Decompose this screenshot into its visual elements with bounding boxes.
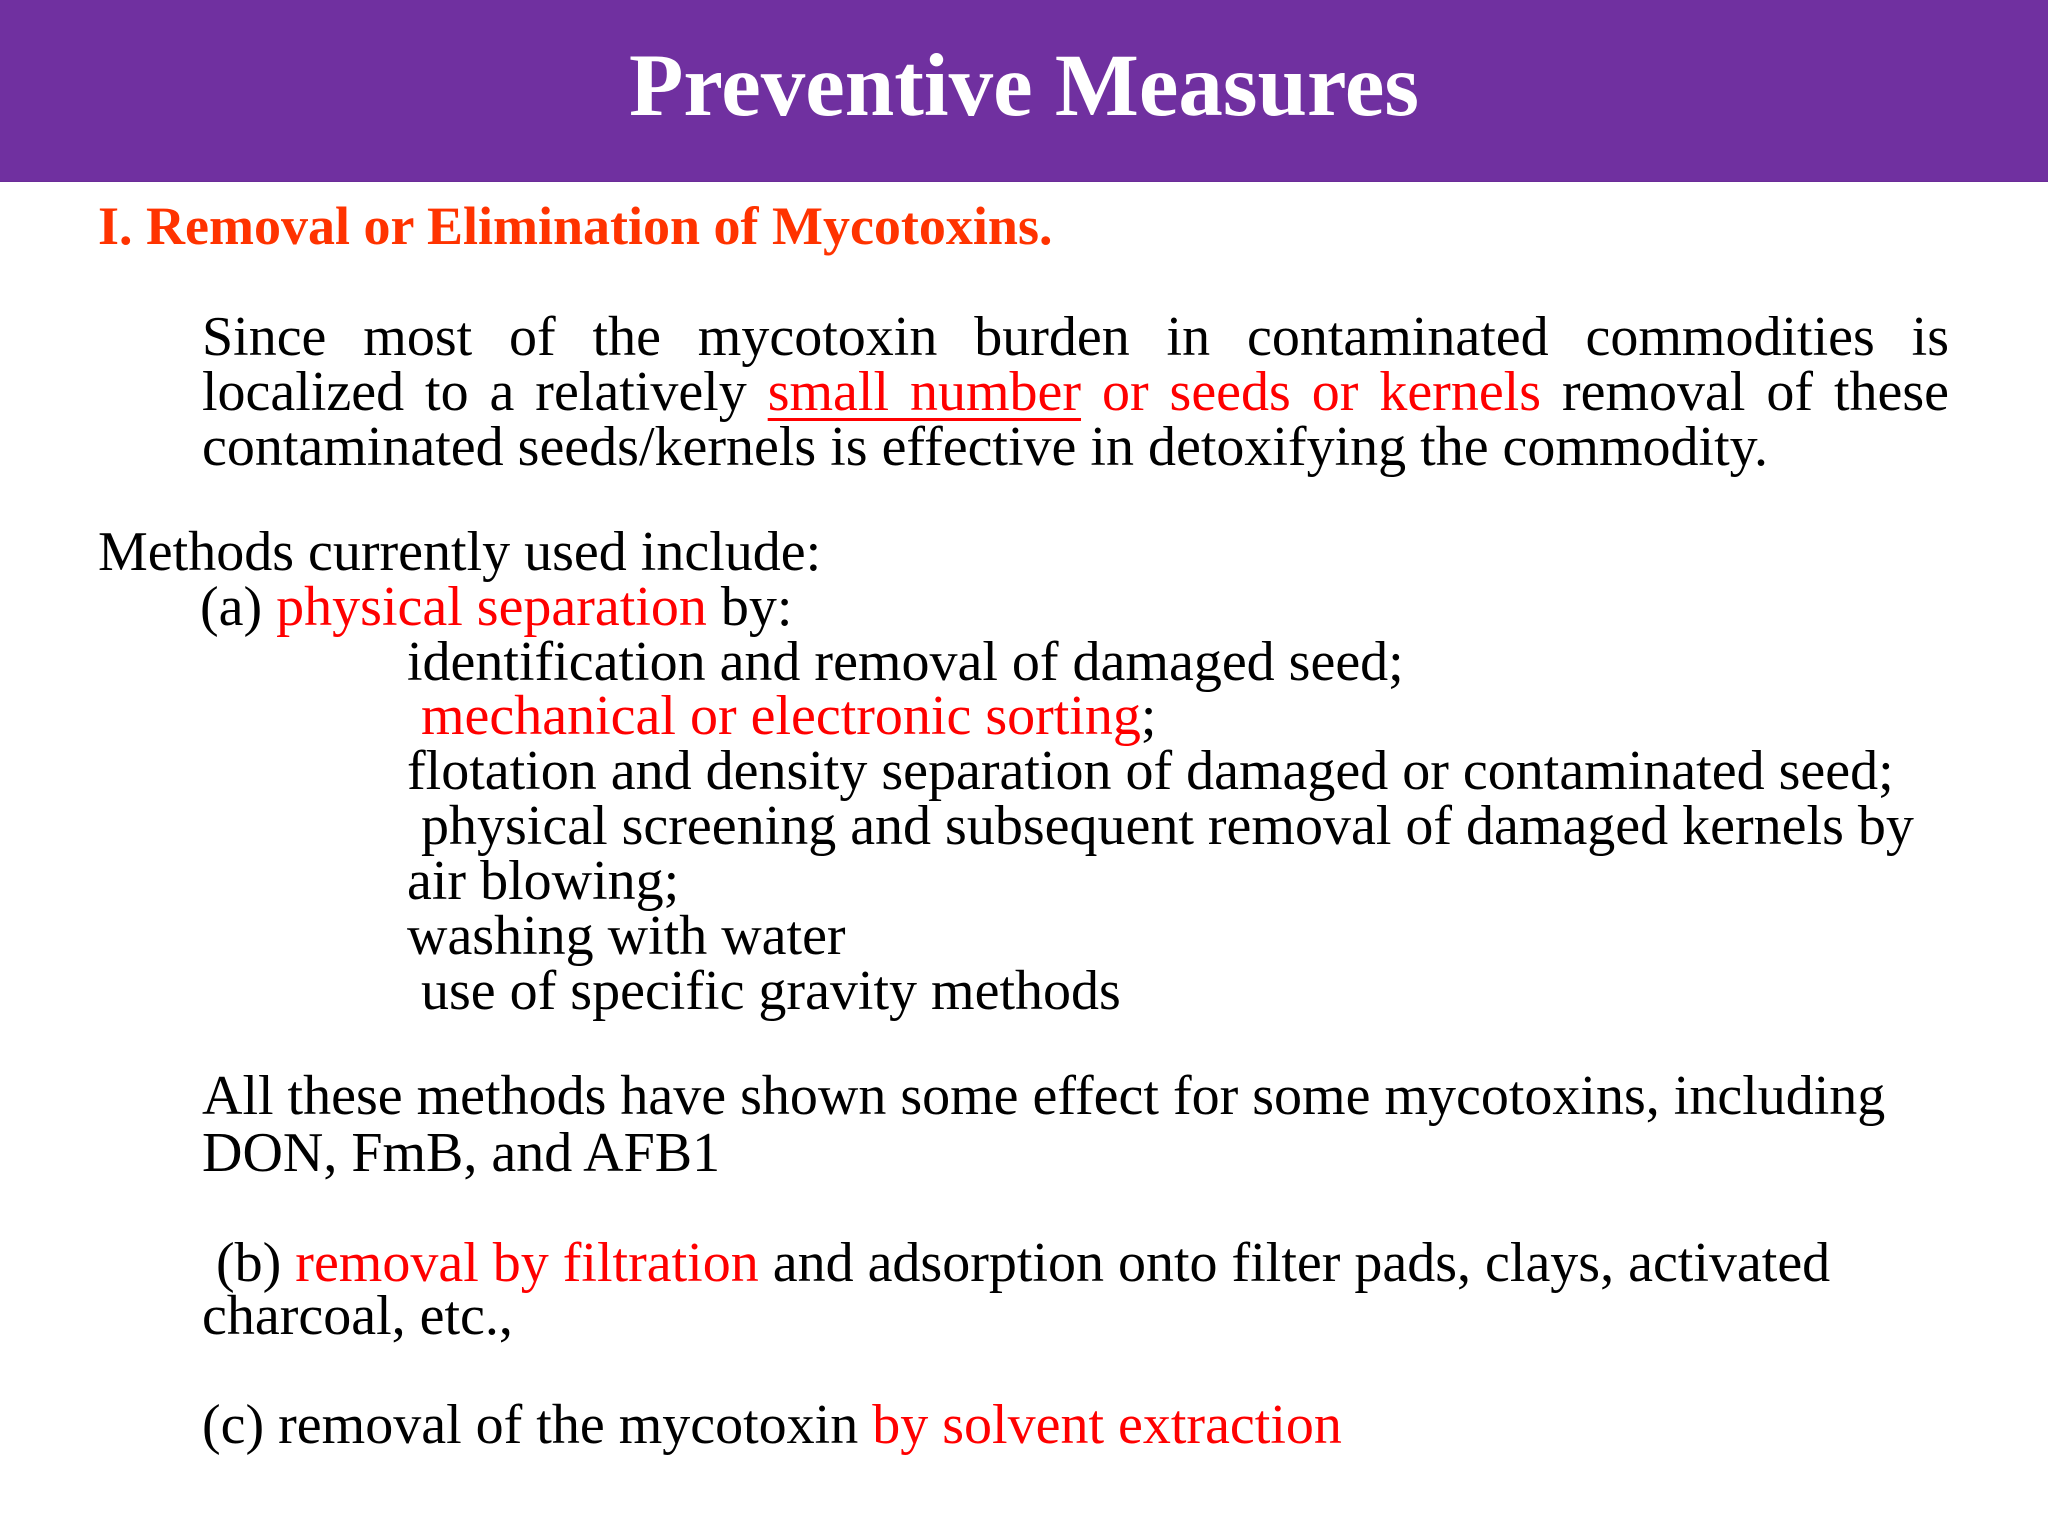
method-a-item (407, 685, 1157, 747)
intro-text-1: Since most of the mycotoxin burden in contaminated commodities is localized to a relatively (202, 306, 1949, 423)
method-c (202, 1394, 1342, 1456)
method-b-prefix: (b) (202, 1232, 296, 1294)
method-b (202, 1232, 1831, 1294)
method-a-highlight: physical separation (276, 576, 707, 638)
title-bar (0, 0, 2048, 182)
method-a-item: washing with water (407, 905, 846, 967)
method-b-suffix: and adsorption onto filter pads, clays, activated (758, 1232, 1831, 1294)
method-c-prefix: (c) removal of the mycotoxin (202, 1394, 873, 1456)
method-a-item-suffix: ; (1140, 685, 1157, 747)
method-b-highlight: removal by filtration (295, 1232, 759, 1294)
method-a-item: identification and removal of damaged seed; (407, 631, 1404, 693)
summary-line-1: All these methods have shown some effect for some mycotoxins, including (202, 1065, 1886, 1127)
summary-line-2: DON, FmB, and AFB1 (202, 1122, 721, 1184)
slide-title: Preventive Measures (628, 37, 1420, 135)
methods-lead: Methods currently used include: (98, 521, 822, 583)
method-a-item-highlight: mechanical or electronic sorting (407, 685, 1141, 747)
section-heading: I. Removal or Elimination of Mycotoxins. (98, 196, 1053, 256)
method-a-item: flotation and density separation of damaged or contaminated seed; (407, 740, 1894, 802)
highlight-seeds-kernels: or seeds or kernels (1081, 361, 1542, 423)
method-a-item: physical screening and subsequent removal of damaged kernels by (407, 795, 1914, 857)
intro-text-2: removal of these contaminated seeds/kernels is effective in detoxifying the commodity. (202, 361, 1950, 478)
method-a-suffix: by: (706, 576, 793, 638)
method-a-item: air blowing; (407, 850, 680, 912)
method-a-prefix: (a) (200, 576, 277, 638)
method-a (200, 576, 793, 638)
method-a-item: use of specific gravity methods (407, 960, 1121, 1022)
intro-paragraph (202, 306, 1950, 478)
highlight-small-number: small number (767, 361, 1082, 423)
method-c-highlight: by solvent extraction (872, 1394, 1342, 1456)
method-b-line-2: charcoal, etc., (202, 1285, 513, 1347)
